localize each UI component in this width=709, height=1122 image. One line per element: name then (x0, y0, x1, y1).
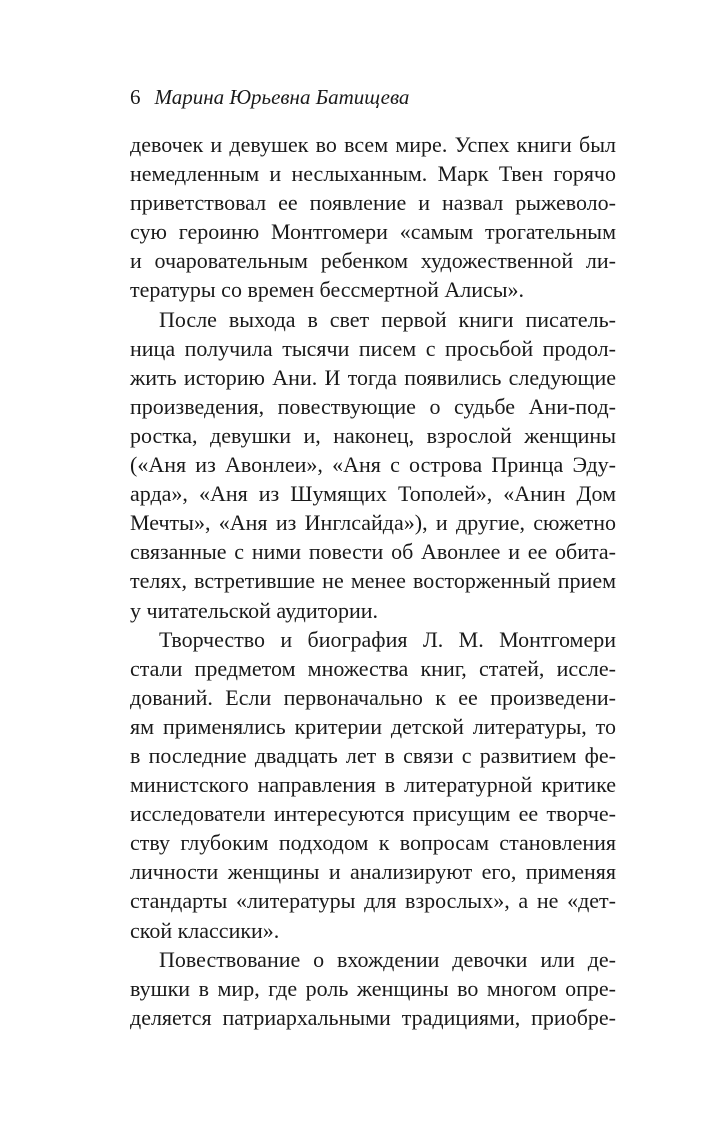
text-line: ям применялись критерии детской литературы, то (130, 713, 616, 739)
text-line: связанные с ними повести об Авонлее и ее обита- (130, 539, 616, 565)
running-head (130, 84, 409, 110)
text-line: стали предметом множества книг, статей, иссле- (130, 655, 616, 681)
text-line: в последние двадцать лет в связи с развитием фе- (130, 742, 616, 768)
text-line: Повествование о вхождении девочки или де- (159, 946, 616, 972)
paragraph-4 (130, 945, 616, 1032)
text-line: Мечты», «Аня из Инглсайда»), и другие, сюжетно (130, 510, 616, 536)
text-line: личности женщины и анализируют его, применяя (130, 859, 616, 885)
text-line: приветствовал ее появление и назвал рыжеволо- (130, 190, 616, 216)
text-line: арда», «Аня из Шумящих Тополей», «Анин Дом (130, 481, 616, 507)
text-line: телях, встретившие не менее восторженный прием (130, 568, 616, 594)
text-line: исследователи интересуются присущим ее творче- (130, 801, 616, 827)
paragraph-3 (130, 625, 616, 945)
text-line: ница получила тысячи писем с просьбой продол- (130, 335, 616, 361)
text-line: министского направления в литературной критике (130, 772, 616, 798)
text-line: Творчество и биография Л. М. Монтгомери (159, 626, 616, 652)
paragraph-1 (130, 130, 616, 305)
text-line: После выхода в свет первой книги писатель- (159, 306, 616, 332)
text-line: у читательской аудитории. (130, 597, 379, 623)
text-line: тературы со времен бессмертной Алисы». (130, 277, 525, 303)
running-head-author: Марина Юрьевна Батищева (154, 85, 410, 109)
text-line: сую героиню Монтгомери «самым трогательным (130, 219, 616, 245)
text-line: произведения, повествующие о судьбе Ани-под- (130, 393, 616, 419)
text-line: девочек и девушек во всем мире. Успех книги был (130, 132, 616, 157)
body-text (130, 130, 616, 1032)
text-line: и очаровательным ребенком художественной ли- (130, 248, 616, 274)
text-line: деляется патриархальными традициями, приобре- (130, 1004, 616, 1030)
text-line: жить историю Ани. И тогда появились следующие (130, 364, 616, 390)
text-line: («Аня из Авонлеи», «Аня с острова Принца Эду- (130, 452, 616, 478)
page-number: 6 (130, 85, 141, 109)
paragraph-2 (130, 305, 616, 625)
text-line: ростка, девушки и, наконец, взрослой женщины (130, 422, 616, 448)
text-line: стандарты «литературы для взрослых», а не «дет- (130, 888, 616, 914)
text-line: немедленным и неслыханным. Марк Твен горячо (130, 161, 616, 187)
text-line: ской классики». (130, 917, 280, 943)
text-line: дований. Если первоначально к ее произведени- (130, 684, 616, 710)
text-line: ству глубоким подходом к вопросам становления (130, 830, 616, 856)
text-line: вушки в мир, где роль женщины во многом опре- (130, 975, 616, 1001)
